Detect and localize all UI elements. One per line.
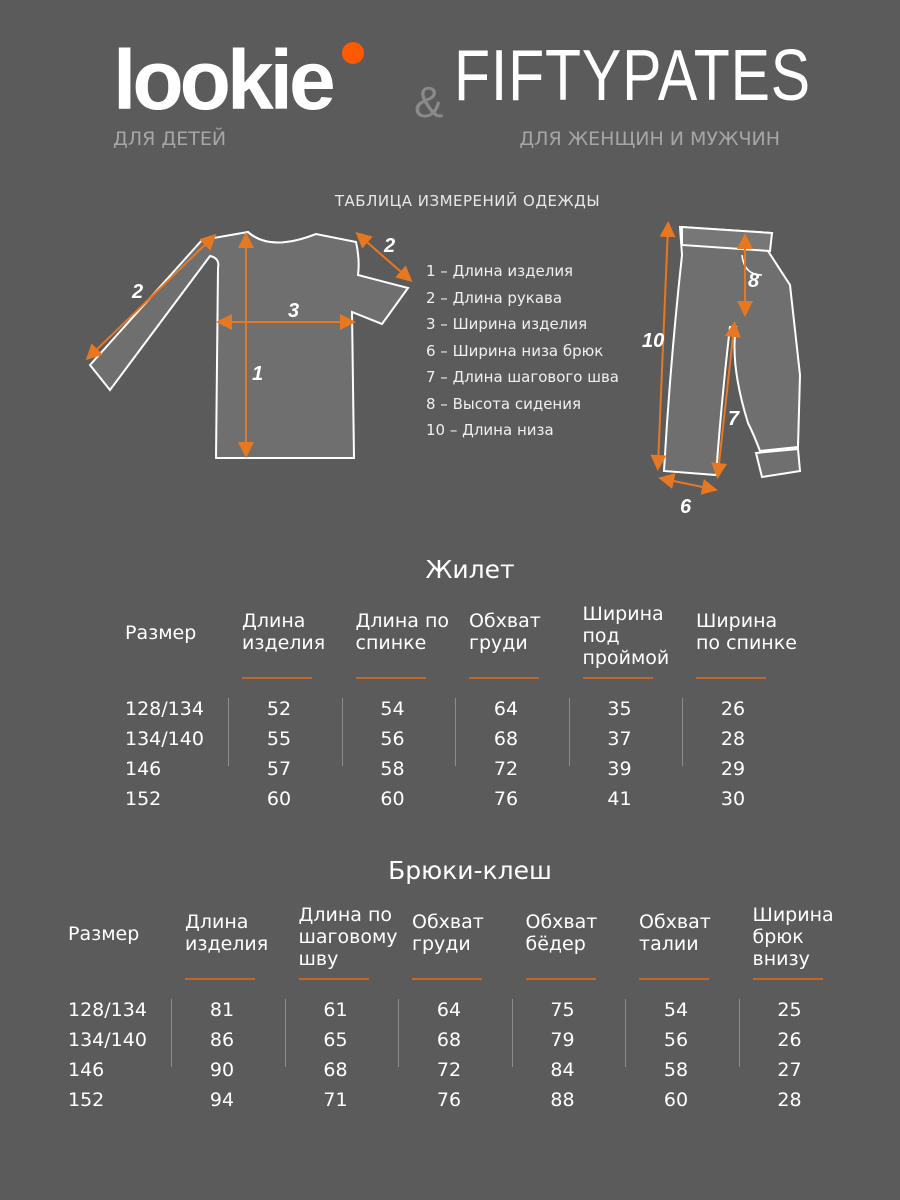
legend-item: 6 – Ширина низа брюк xyxy=(426,341,604,360)
table-cell: 54 xyxy=(380,698,405,720)
table-cell: 60 xyxy=(663,1089,689,1111)
hem-width-arrow xyxy=(664,479,712,489)
shirt-label: 1 xyxy=(252,363,264,385)
fiftypates-subtitle: ДЛЯ ЖЕНЩИН И МУЖЧИН xyxy=(519,128,780,150)
table-cell: 25 xyxy=(777,999,802,1021)
size-label: 128/134 xyxy=(68,999,147,1021)
shirt-label: 2 xyxy=(132,281,144,303)
legend-item: 3 – Ширина изделия xyxy=(426,315,588,333)
pants-label: 10 xyxy=(642,330,665,352)
table-cell: 72 xyxy=(436,1059,462,1081)
diagram-title: ТАБЛИЦА ИЗМЕРЕНИЙ ОДЕЖДЫ xyxy=(334,192,601,210)
table-cell: 28 xyxy=(720,728,746,750)
table-cell: 60 xyxy=(266,788,292,810)
column-header: Длина изделия xyxy=(185,911,269,955)
fiftypates-logo: FIFTYPATES xyxy=(454,36,811,116)
size-label: 152 xyxy=(125,788,162,810)
legend-item: 7 – Длина шагового шва xyxy=(426,368,619,386)
table-cell: 68 xyxy=(493,728,519,750)
table-cell: 61 xyxy=(323,999,348,1021)
header-underline xyxy=(753,978,823,980)
pants-label: 7 xyxy=(728,408,740,430)
table-cell: 57 xyxy=(266,758,292,780)
table-cell: 26 xyxy=(777,1029,802,1051)
table-cell: 86 xyxy=(209,1029,235,1051)
column-header: Обхват груди xyxy=(469,610,541,654)
sleeve-arrow-left xyxy=(90,238,212,356)
table-cell: 30 xyxy=(720,788,746,810)
table-cell: 55 xyxy=(266,728,292,750)
table-cell: 68 xyxy=(436,1029,462,1051)
column-header: Длина по шаговому шву xyxy=(298,904,398,970)
table-cell: 94 xyxy=(209,1089,235,1111)
table-cell: 29 xyxy=(720,758,746,780)
pants-size-header: Размер xyxy=(68,923,140,945)
header-underline xyxy=(185,978,255,980)
lookie-logo: lookie xyxy=(113,33,332,127)
legend-item: 10 – Длина низа xyxy=(426,421,554,439)
pants-title: Брюки-клеш xyxy=(388,856,552,885)
column-header: Длина изделия xyxy=(242,610,326,654)
size-label: 146 xyxy=(125,758,162,780)
column-header: Ширина под проймой xyxy=(582,603,670,669)
size-label: 134/140 xyxy=(125,728,204,750)
vest-title: Жилет xyxy=(425,555,515,584)
table-cell: 56 xyxy=(380,728,405,750)
table-cell: 41 xyxy=(607,788,632,810)
shirt-label: 3 xyxy=(288,300,300,322)
header-underline xyxy=(469,677,539,679)
size-label: 128/134 xyxy=(125,698,204,720)
column-header: Обхват бёдер xyxy=(525,911,598,955)
legend-item: 2 – Длина рукава xyxy=(426,288,563,307)
table-cell: 56 xyxy=(663,1029,689,1051)
table-cell: 71 xyxy=(323,1089,348,1111)
header-underline xyxy=(696,677,766,679)
table-cell: 64 xyxy=(493,698,519,720)
table-cell: 39 xyxy=(607,758,632,780)
table-cell: 35 xyxy=(607,698,632,720)
size-label: 152 xyxy=(68,1089,105,1111)
table-cell: 58 xyxy=(663,1059,689,1081)
table-cell: 76 xyxy=(493,788,519,810)
legend-item: 1 – Длина изделия xyxy=(426,262,574,280)
table-cell: 37 xyxy=(607,728,632,750)
table-cell: 84 xyxy=(550,1059,575,1081)
shirt-diagram xyxy=(80,220,420,470)
table-cell: 81 xyxy=(209,999,235,1021)
column-header: Ширина по спинке xyxy=(696,610,797,654)
table-cell: 58 xyxy=(380,758,405,780)
logo-dot-icon xyxy=(342,42,364,64)
table-cell: 54 xyxy=(663,999,689,1021)
table-cell: 52 xyxy=(266,698,292,720)
pants-diagram xyxy=(630,215,830,525)
table-cell: 27 xyxy=(777,1059,802,1081)
table-cell: 79 xyxy=(550,1029,575,1051)
table-cell: 26 xyxy=(720,698,746,720)
shirt-outline xyxy=(90,232,408,458)
table-cell: 65 xyxy=(323,1029,348,1051)
table-cell: 60 xyxy=(380,788,405,810)
measurement-legend xyxy=(426,258,619,444)
header-underline xyxy=(526,978,596,980)
header-underline xyxy=(583,677,653,679)
table-cell: 90 xyxy=(209,1059,235,1081)
header-underline xyxy=(299,978,369,980)
lookie-subtitle: ДЛЯ ДЕТЕЙ xyxy=(113,128,227,150)
header-underline xyxy=(356,677,426,679)
size-label: 134/140 xyxy=(68,1029,147,1051)
column-header: Длина по спинке xyxy=(355,610,449,654)
table-cell: 64 xyxy=(436,999,462,1021)
table-cell: 75 xyxy=(550,999,575,1021)
table-cell: 88 xyxy=(550,1089,575,1111)
pants-label: 8 xyxy=(748,270,760,292)
legend-item: 8 – Высота сидения xyxy=(426,394,582,413)
table-cell: 72 xyxy=(493,758,519,780)
column-header: Обхват груди xyxy=(412,911,484,955)
column-header: Обхват талии xyxy=(639,911,711,955)
header-underline xyxy=(639,978,709,980)
table-cell: 76 xyxy=(436,1089,462,1111)
vest-size-header: Размер xyxy=(125,622,197,644)
pants-label: 6 xyxy=(680,496,692,518)
shirt-label: 2 xyxy=(384,235,396,257)
ampersand: & xyxy=(414,78,444,127)
size-label: 146 xyxy=(68,1059,105,1081)
table-cell: 28 xyxy=(777,1089,802,1111)
header-underline xyxy=(412,978,482,980)
table-cell: 68 xyxy=(323,1059,348,1081)
header-underline xyxy=(242,677,312,679)
column-header: Ширина брюк внизу xyxy=(752,904,834,970)
